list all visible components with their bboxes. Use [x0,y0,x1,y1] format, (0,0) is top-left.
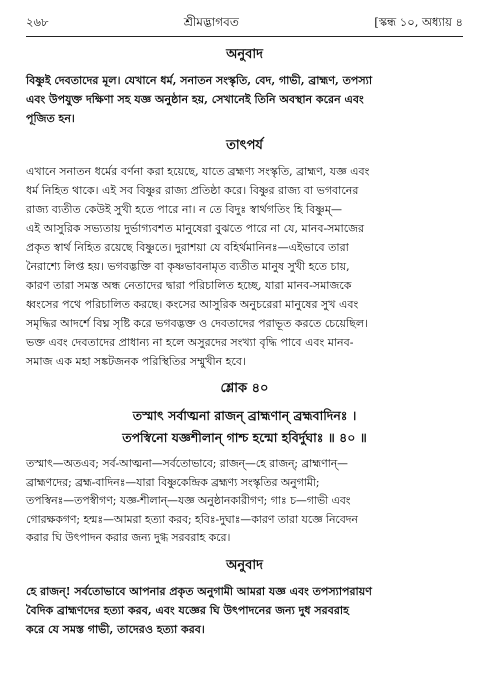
purport-text [26,162,463,371]
synonyms-line: ব্রাহ্মণদের; ব্রহ্ম-বাদিনঃ—যারা বিষ্ণুকেন্দ্রিক ব্রহ্মণ্য সংস্কৃতির অনুগামী; [26,475,320,489]
purport-line: সমাজ এক মহা সঙ্কটজনক পরিস্থিতির সম্মুখীন হবে। [26,355,246,368]
verse-text [26,405,463,449]
translation-text [26,71,463,128]
synonyms-line: তপস্বিনঃ—তপস্বীগণ; যজ্ঞ-শীলান্—যজ্ঞ অনুষ্ঠানকারীগণ; গাঃ চ—গাভী এবং [26,494,351,507]
purport-line: এখানে সনাতন ধর্মের বর্ণনা করা হয়েছে, যাতে ব্রহ্মণ্য সংস্কৃতি, ব্রাহ্মণ, যজ্ঞ এবং [26,165,370,178]
translation-line: বিষ্ণুই দেবতাদের মূল। যেখানে ধর্ম, সনাতন সংস্কৃতি, বেদ, গাভী, ব্রাহ্মণ, তপস্যা [26,74,373,87]
purport-line: এই আসুরিক সভ্যতায় দুর্ভাগ্যবশত মানুষেরা বুঝতে পারে না যে, মানব-সমাজের [26,222,365,235]
translation-line: এবং উপযুক্ত দক্ষিণা সহ যজ্ঞ অনুষ্ঠান হয়, সেখানেই তিনি অবস্থান করেন এবং [26,93,364,106]
purport-line: ভক্ত এবং দেবতাদের প্রাধান্য না হলে অসুরদের সংখ্যা বৃদ্ধি পাবে এবং মানব- [26,336,354,349]
book-title: শ্রীমদ্ভাগবত [183,15,239,29]
purport-line: কারণ তারা সমস্ত অন্ধ নেতাদের দ্বারা পরিচালিত হচ্ছে, যারা মানব-সমাজকে [26,279,352,292]
purport-line: ধ্বংসের পথে পরিচালিত করছে। কংসের আসুরিক অনুচরেরা মানুষের সুখ এবং [26,298,359,311]
purport-line: ধর্ম নিহিত থাকে। এই সব বিষ্ণুর রাজ্য প্রতিষ্ঠা করে। বিষ্ণুর রাজ্য বা ভগবানের [26,184,359,197]
translation-heading-2: অনুবাদ [226,557,263,573]
verse-line-1: তস্মাৎ সর্বাত্মনা রাজন্ ব্রাহ্মণান্ ব্রহ্মবাদিনঃ । [132,408,357,423]
translation-line: পূজিত হন। [26,112,75,125]
purport-line: নৈরাশ্যে লিপ্ত হয়। ভগবদ্ভক্তি বা কৃষ্ণভাবনামৃত ব্যতীত মানুষ সুখী হতে চায়, [26,260,350,273]
translation-line: হে রাজন্! সর্বতোভাবে আপনার প্রকৃত অনুগামী আমরা যজ্ঞ এবং তপস্যাপরায়ণ [26,584,372,598]
header-rule [26,36,463,37]
purport-heading: তাৎপর্য [226,138,263,153]
chapter-info: [স্কন্ধ ১০, অধ্যায় ৪ [374,15,463,29]
purport-line: সমৃদ্ধির আদর্শে বিঘ্ন সৃষ্টি করে ভগবদ্ভক্ত ও দেবতাদের পরাভূত করতে চেয়েছিল। [26,317,368,330]
purport-line: রাজ্য ব্যতীত কেউই সুখী হতে পারে না। ন তে বিদুঃ স্বার্থগতিং হি বিষ্ণুম্— [26,203,342,216]
synonyms-line: করার ঘি উৎপাদন করার জন্য দুগ্ধ সরবরাহ করে। [26,531,231,544]
running-header [26,14,463,34]
synonyms-line: তস্মাৎ—অতএব; সর্ব-আত্মনা—সর্বতোভাবে; রাজন্—হে রাজন্; ব্রাহ্মণান্— [26,457,348,470]
verse-heading: শ্লোক ৪০ [220,381,269,396]
translation-text-2 [26,582,463,639]
translation-line: করে যে সমস্ত গাভী, তাদেরও হত্যা করব। [26,622,205,636]
translation-heading: অনুবাদ [226,47,263,62]
synonyms-text [26,455,463,548]
synonyms-line: গোরক্ষকগণ; হন্মঃ—আমরা হত্যা করব; হবিঃ-দুঘাঃ—কারণ তারা যজ্ঞে নিবেদন [26,512,358,526]
purport-line: প্রকৃত স্বার্থ নিহিত রয়েছে বিষ্ণুতে। দুরাশয়া যে বহির্থমানিনঃ—এইভাবে তারা [26,241,349,254]
page-number: ২৬৮ [26,15,49,29]
verse-line-2: তপস্বিনো যজ্ঞশীলান্ গাশ্চ হন্মো হবির্দুঘাঃ ॥ ৪০ ॥ [122,430,367,445]
translation-line: বৈদিক ব্রাহ্মণদের হত্যা করব, এবং যজ্ঞের ঘি উৎপাদনের জন্য দুধ সরবরাহ [26,603,349,617]
